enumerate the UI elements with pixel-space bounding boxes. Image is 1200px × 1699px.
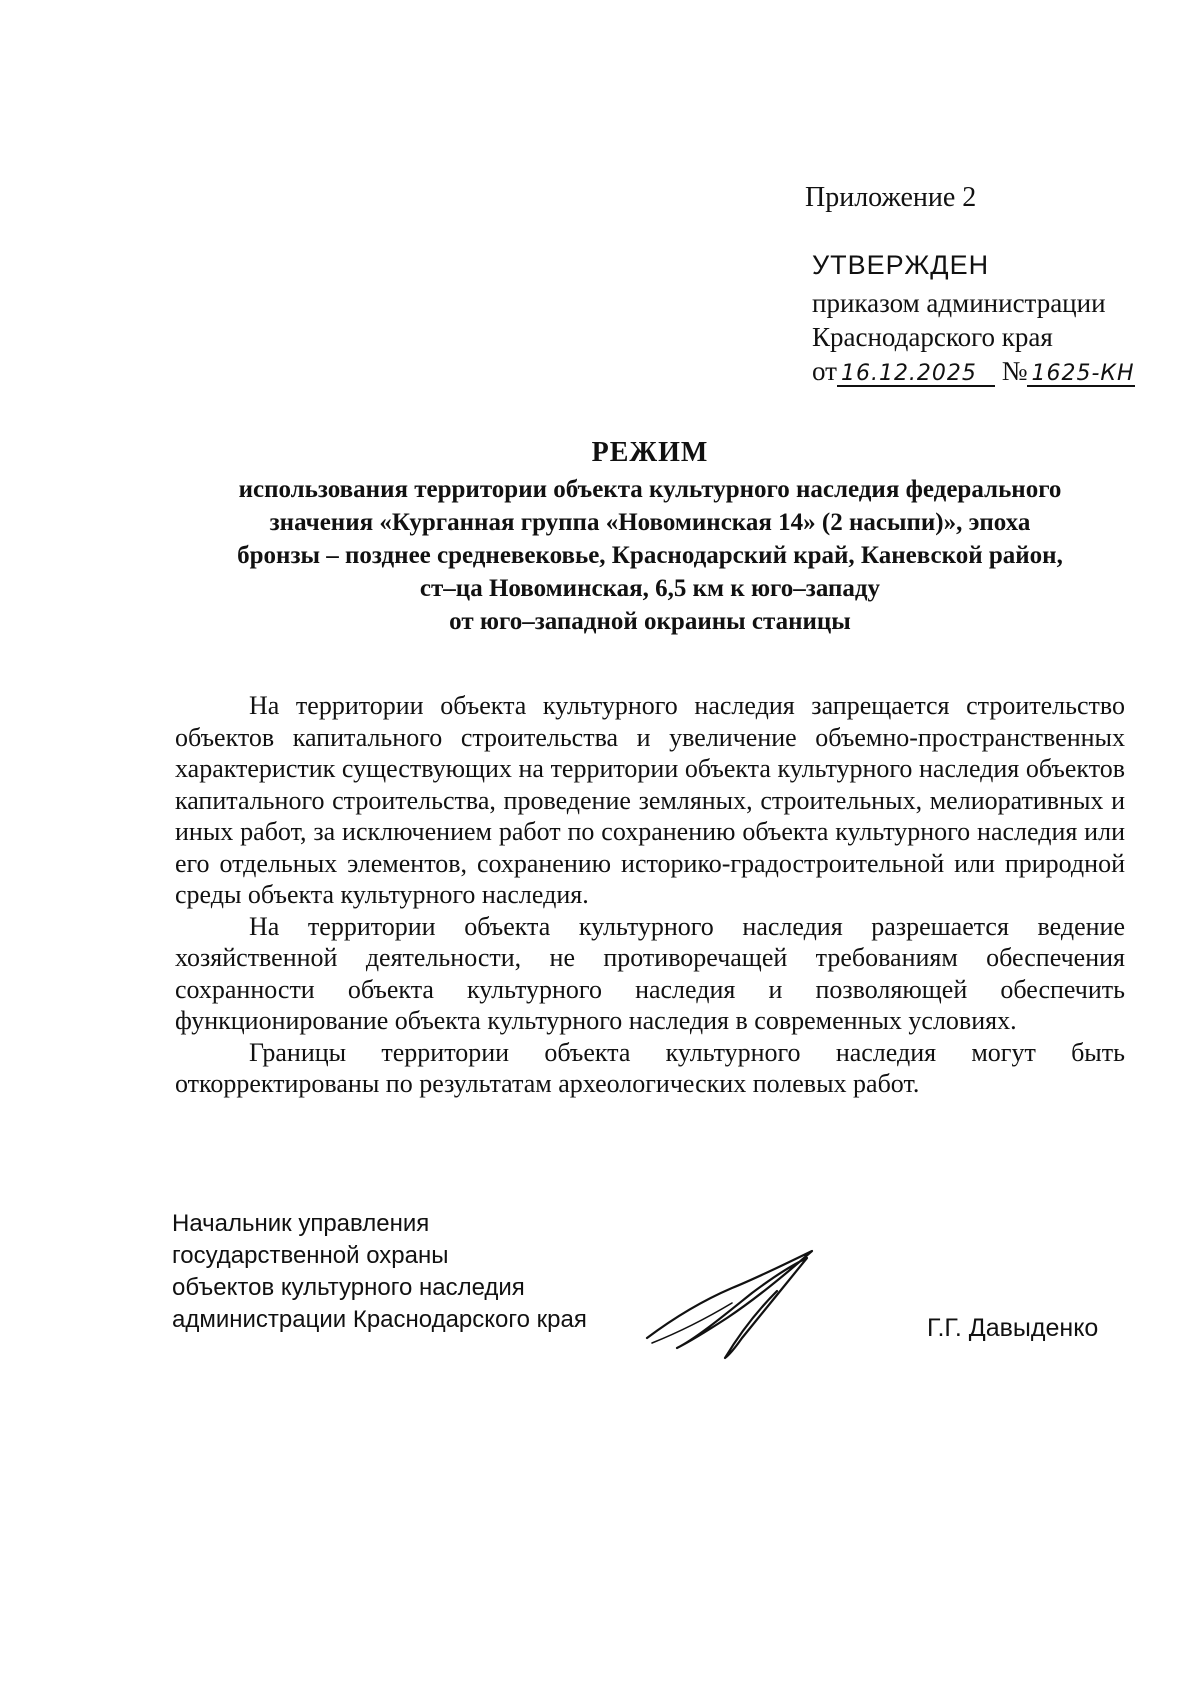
approved-heading: УТВЕРЖДЕН (812, 250, 990, 280)
order-reference (812, 354, 1162, 388)
signature-block (172, 1208, 1132, 1368)
number-sign: № (1001, 356, 1028, 386)
order-date-prefix: от (812, 356, 837, 386)
signer-name: Г.Г. Давыденко (927, 1314, 1099, 1342)
document-title: РЕЖИМ (591, 437, 709, 468)
document-subtitle: использования территории объекта культурного наследия федерального значения «Курганная группа «Новоминская 14» (2 насыпи)», эпоха бронзы – позднее средневековье, Краснодарский край, Каневской район, ст–ца Новоминская, 6,5 км к юго–западу от юго–западной окраины станицы (237, 476, 1063, 635)
approval-by-order: приказом администрации (812, 288, 1106, 318)
body-paragraph-permitted: На территории объекта культурного наследия разрешается ведение хозяйственной деятельности, не противоречащей требованиям обеспечения сохранности объекта культурного наследия и позволяющей обеспечить функционирование объекта культурного наследия в современных условиях. (175, 911, 1125, 1035)
signer-position: Начальник управления государственной охраны объектов культурного наследия администрации Краснодарского края (172, 1210, 587, 1333)
order-number: 1625-КН (1027, 363, 1135, 387)
appendix-label: Приложение 2 (805, 182, 977, 213)
document-heading (170, 435, 1130, 638)
approval-stamp (812, 248, 1162, 388)
document-body (175, 690, 1125, 1100)
body-paragraph-boundaries: Границы территории объекта культурного наследия могут быть откорректированы по результатам археологических полевых работ. (175, 1037, 1125, 1098)
order-date: 16.12.2025 (837, 363, 995, 387)
handwritten-signature (637, 1243, 837, 1363)
body-paragraph-prohibited: На территории объекта культурного наследия запрещается строительство объектов капитального строительства и увеличение объемно-пространственных характеристик существующих на территории объекта культурного наследия объектов капитального строительства, проведение земляных, строительных, мелиоративных и иных работ, за исключением работ по сохранению объекта культурного наследия или его отдельных элементов, сохранению историко-градостроительной или природной среды объекта культурного наследия. (175, 691, 1125, 909)
approval-authority: Краснодарского края (812, 322, 1053, 352)
